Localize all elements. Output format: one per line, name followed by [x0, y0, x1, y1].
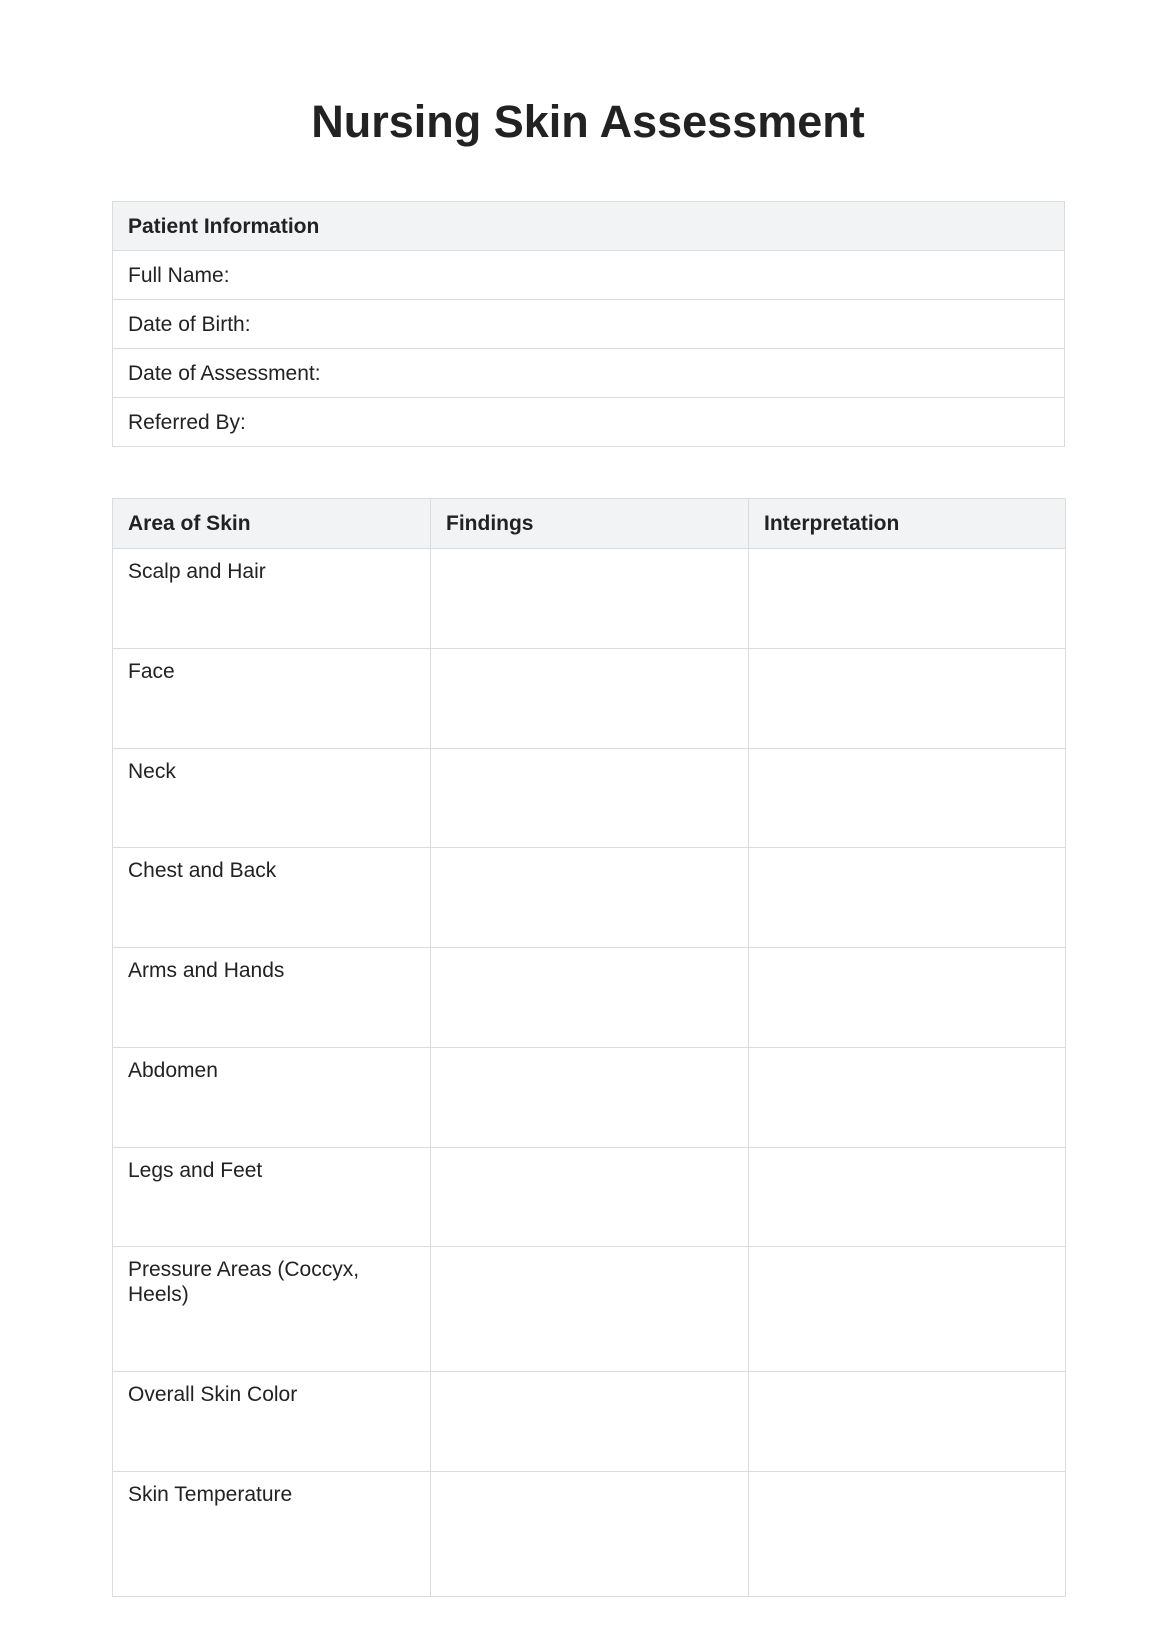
column-header-interpretation: Interpretation — [749, 499, 1066, 549]
area-cell: Arms and Hands — [113, 948, 431, 1048]
referred-by-field[interactable]: Referred By: — [113, 398, 1065, 447]
patient-information-table — [112, 201, 1065, 447]
table-row — [113, 848, 1066, 948]
column-header-findings: Findings — [431, 499, 749, 549]
area-cell: Pressure Areas (Coccyx, Heels) — [113, 1247, 431, 1372]
interpretation-cell[interactable] — [749, 948, 1066, 1048]
interpretation-cell[interactable] — [749, 1148, 1066, 1247]
column-header-area: Area of Skin — [113, 499, 431, 549]
skin-assessment-table — [112, 498, 1066, 1597]
assessment-header-row — [113, 499, 1066, 549]
findings-cell[interactable] — [431, 1372, 749, 1472]
patient-field-row-date-of-birth — [113, 300, 1065, 349]
table-row — [113, 749, 1066, 848]
full-name-field[interactable]: Full Name: — [113, 251, 1065, 300]
table-row — [113, 1247, 1066, 1372]
interpretation-cell[interactable] — [749, 549, 1066, 649]
area-cell: Skin Temperature — [113, 1472, 431, 1597]
table-row — [113, 1372, 1066, 1472]
patient-field-row-date-of-assessment — [113, 349, 1065, 398]
area-cell: Legs and Feet — [113, 1148, 431, 1247]
interpretation-cell[interactable] — [749, 1048, 1066, 1148]
findings-cell[interactable] — [431, 1472, 749, 1597]
table-row — [113, 1148, 1066, 1247]
findings-cell[interactable] — [431, 1048, 749, 1148]
date-of-birth-field[interactable]: Date of Birth: — [113, 300, 1065, 349]
table-row — [113, 549, 1066, 649]
interpretation-cell[interactable] — [749, 1472, 1066, 1597]
page-title: Nursing Skin Assessment — [311, 96, 865, 147]
area-cell: Abdomen — [113, 1048, 431, 1148]
interpretation-cell[interactable] — [749, 848, 1066, 948]
interpretation-cell[interactable] — [749, 1247, 1066, 1372]
patient-info-header: Patient Information — [113, 202, 1065, 251]
findings-cell[interactable] — [431, 549, 749, 649]
area-cell: Neck — [113, 749, 431, 848]
area-cell: Face — [113, 649, 431, 749]
interpretation-cell[interactable] — [749, 749, 1066, 848]
table-row — [113, 948, 1066, 1048]
date-of-assessment-field[interactable]: Date of Assessment: — [113, 349, 1065, 398]
area-cell: Overall Skin Color — [113, 1372, 431, 1472]
area-cell: Chest and Back — [113, 848, 431, 948]
patient-field-row-referred-by — [113, 398, 1065, 447]
area-cell: Scalp and Hair — [113, 549, 431, 649]
findings-cell[interactable] — [431, 749, 749, 848]
interpretation-cell[interactable] — [749, 649, 1066, 749]
findings-cell[interactable] — [431, 649, 749, 749]
findings-cell[interactable] — [431, 1148, 749, 1247]
patient-info-header-row — [113, 202, 1065, 251]
table-row — [113, 649, 1066, 749]
findings-cell[interactable] — [431, 948, 749, 1048]
interpretation-cell[interactable] — [749, 1372, 1066, 1472]
findings-cell[interactable] — [431, 1247, 749, 1372]
table-row — [113, 1472, 1066, 1597]
table-row — [113, 1048, 1066, 1148]
patient-field-row-full-name — [113, 251, 1065, 300]
findings-cell[interactable] — [431, 848, 749, 948]
